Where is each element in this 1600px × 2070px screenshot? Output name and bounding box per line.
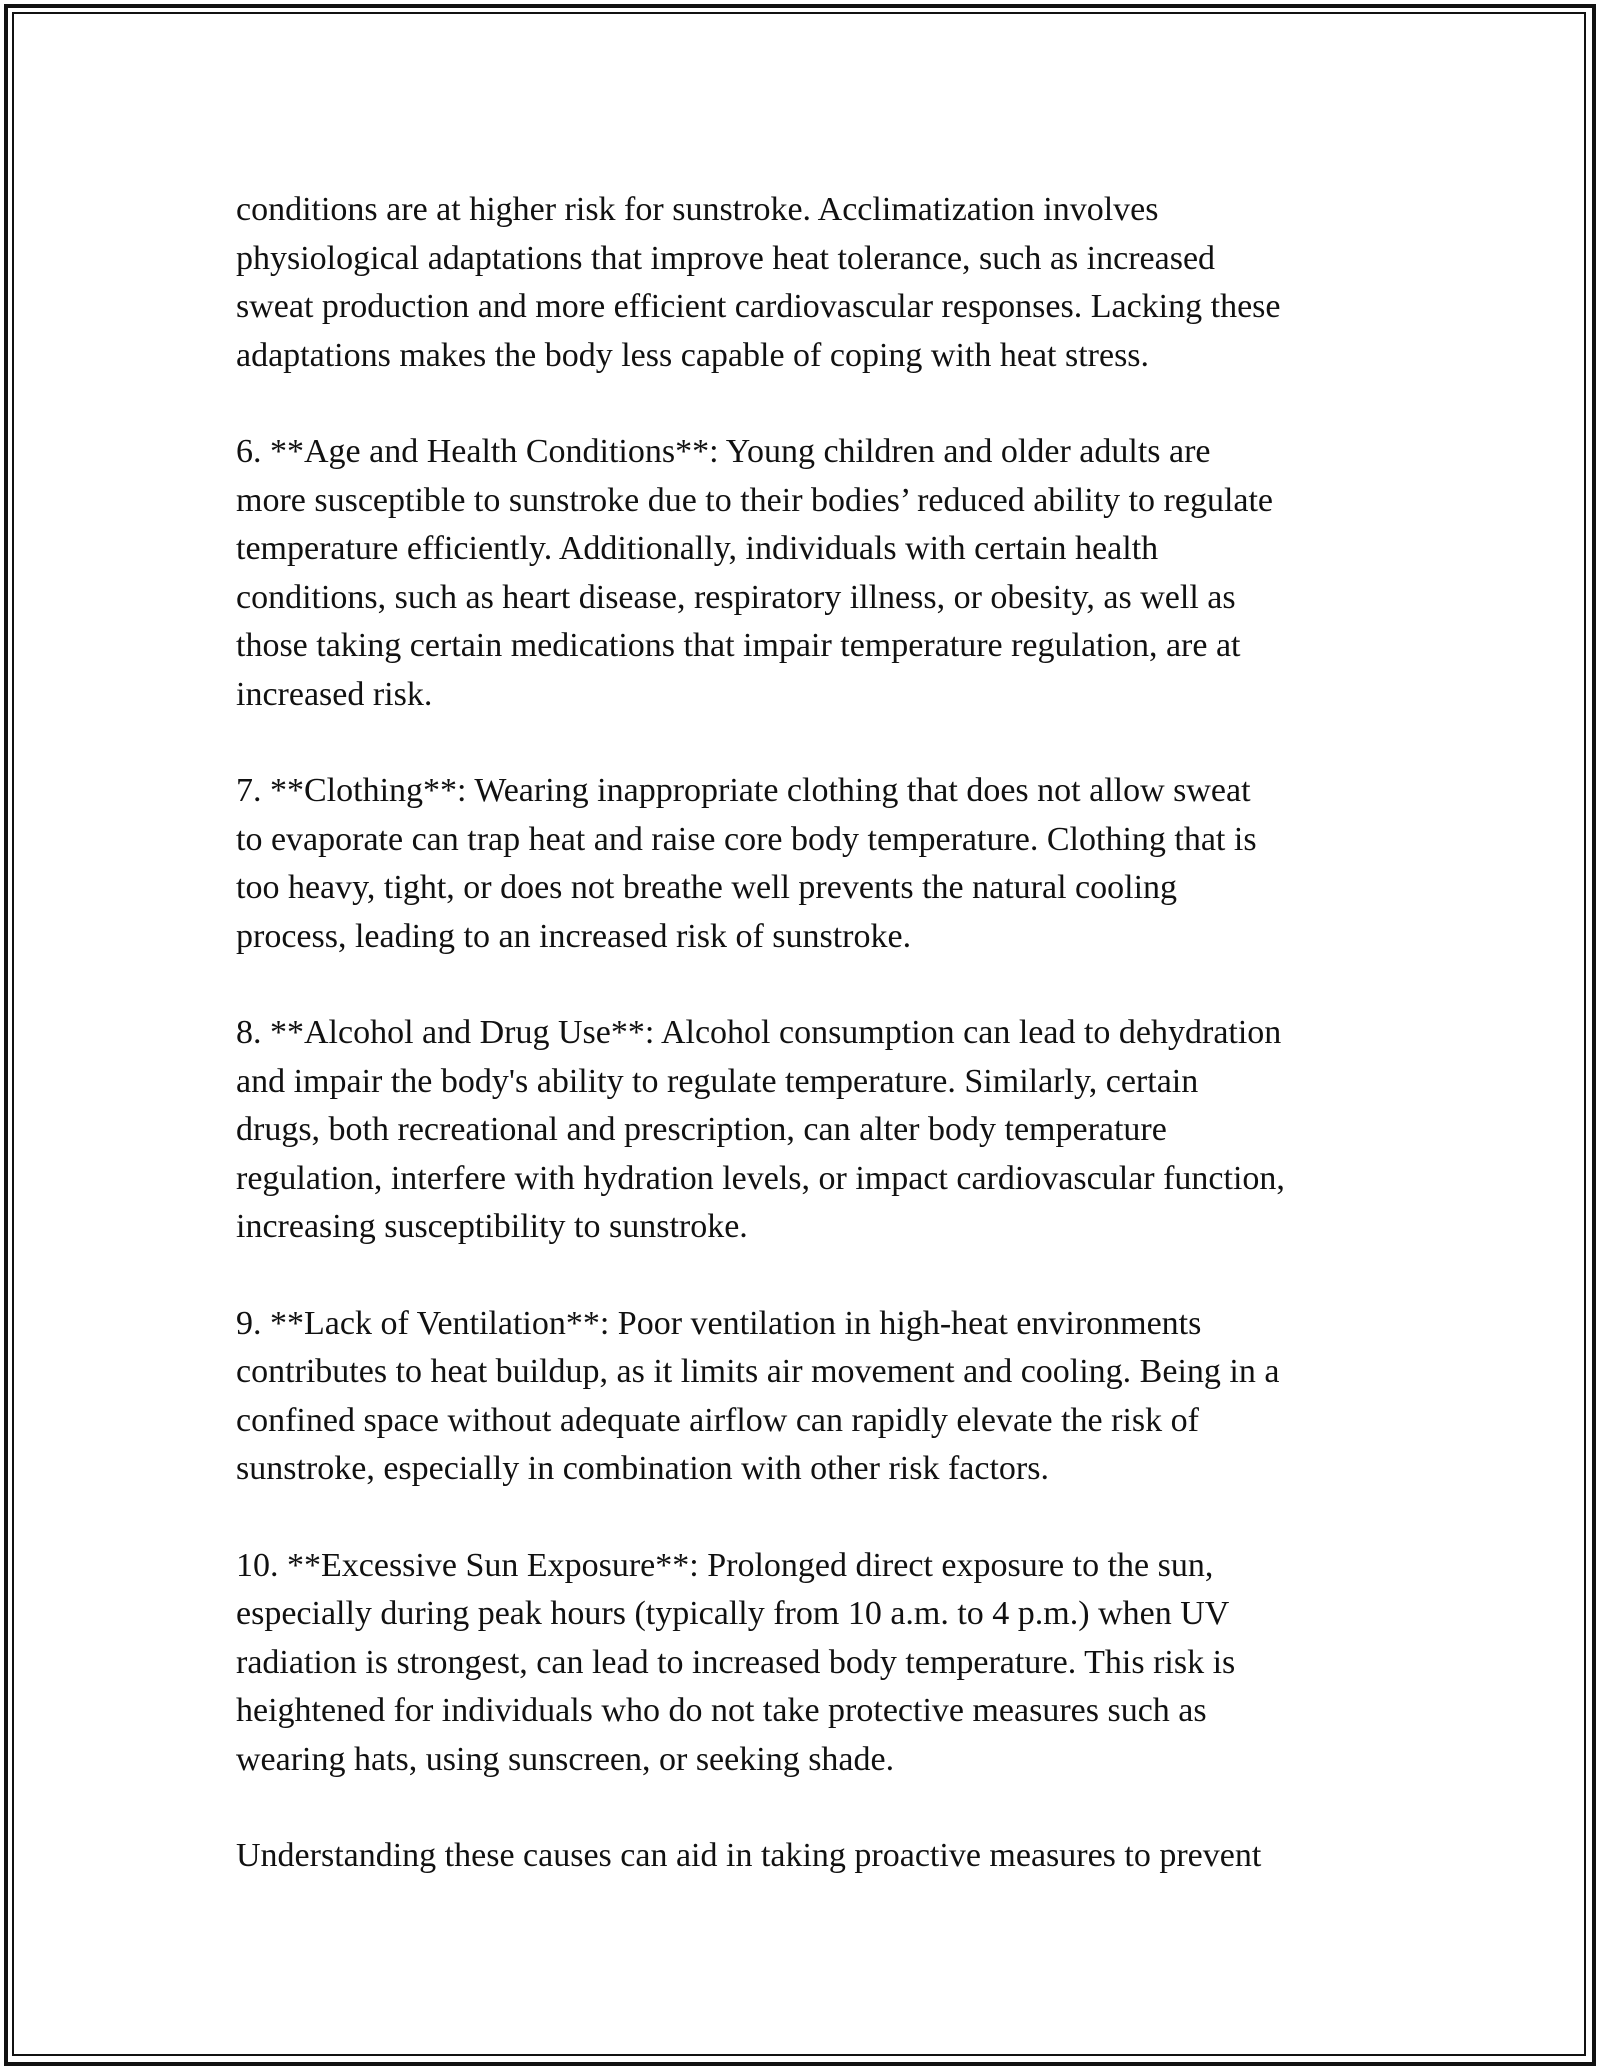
paragraph-lack-of-ventilation: 9. **Lack of Ventilation**: Poor ventilation in high-heat environments contributes to heat buildup, as it limits air movement and cooling. Being in a confined space without adequate airflow can rapidly elevate the risk of sunstroke, especially in combination with other risk factors. bbox=[236, 1304, 1280, 1487]
paragraph-excessive-sun-exposure: 10. **Excessive Sun Exposure**: Prolonged direct exposure to the sun, especially during peak hours (typically from 10 a.m. to 4 p.m.) when UV radiation is strongest, can lead to increased body temperature. This risk is heightened for individuals who do not take protective measures such as wearing hats, using sunscreen, or seeking shade. bbox=[236, 1546, 1236, 1778]
paragraph-alcohol-drug-use: 8. **Alcohol and Drug Use**: Alcohol consumption can lead to dehydration and impair the body's ability to regulate temperature. Similarly, certain drugs, both recreational and prescription, can alter body temperature regulation, interfere with hydration levels, or impact cardiovascular function, increasing susceptibility to sunstroke. bbox=[236, 1014, 1285, 1245]
paragraph-clothing: 7. **Clothing**: Wearing inappropriate clothing that does not allow sweat to evaporate can trap heat and raise core body temperature. Clothing that is too heavy, tight, or does not breathe well prevents the natural cooling process, leading to an increased risk of sunstroke. bbox=[236, 772, 1257, 955]
paragraph-acclimatization-continuation: conditions are at higher risk for sunstroke. Acclimatization involves physiological adaptations that improve heat tolerance, such as increased sweat production and more efficient cardiovascular responses. Lacking these adaptations makes the body less capable of coping with heat stress. bbox=[236, 191, 1281, 374]
paragraph-understanding-causes: Understanding these causes can aid in taking proactive measures to prevent bbox=[236, 1837, 1262, 1874]
document-body bbox=[236, 186, 1376, 1929]
paragraph-age-health-conditions: 6. **Age and Health Conditions**: Young children and older adults are more susceptible to sunstroke due to their bodies’ reduced ability to regulate temperature efficiently. Additionally, individuals with certain health conditions, such as heart disease, respiratory illness, or obesity, as well as those taking certain medications that impair temperature regulation, are at increased risk. bbox=[236, 433, 1274, 713]
